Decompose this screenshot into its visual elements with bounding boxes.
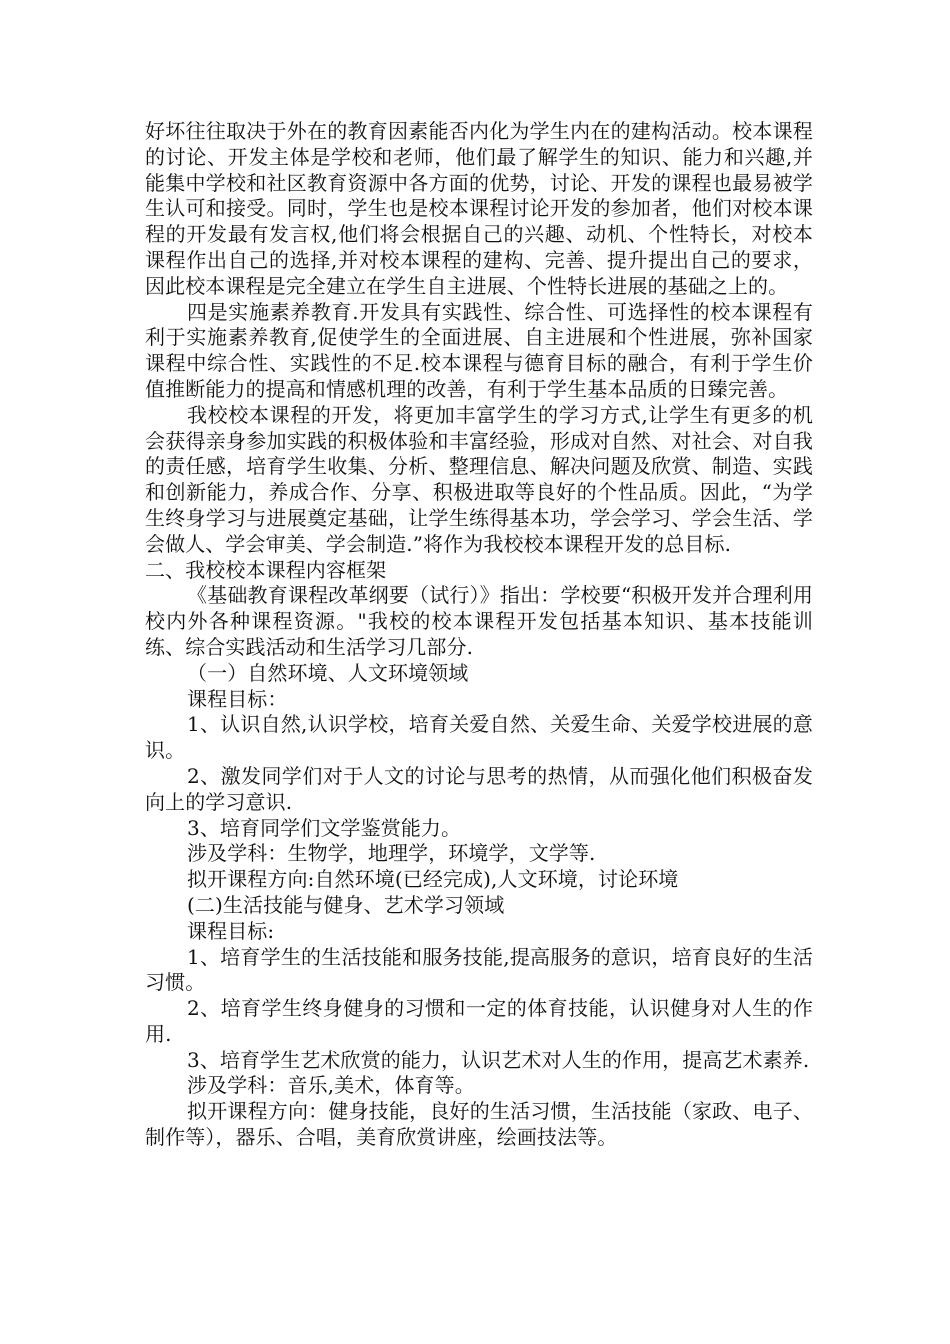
subsection-heading: （一）自然环境、人文环境领域 bbox=[187, 660, 469, 685]
paragraph: 拟开课程方向:自然环境(已经完成),人文环境，讨论环境 bbox=[187, 867, 679, 892]
paragraph: 涉及学科：生物学，地理学，环境学，文学等. bbox=[187, 841, 596, 866]
list-item: 2、培育学生终身健身的习惯和一定的体育技能，认识健身对人生的作用. bbox=[145, 996, 813, 1046]
paragraph: 课程目标： bbox=[187, 686, 288, 711]
list-item: 1、认识自然,认识学校，培育关爱自然、关爱生命、关爱学校进展的意识。 bbox=[145, 712, 813, 763]
paragraph: 《基础教育课程改革纲要（试行）》指出：学校要“积极开发并合理利用校内外各种课程资源。"我校的校本课程开发包括基本知识、基本技能训练、综合实践活动和生活学习几部分. bbox=[145, 583, 813, 659]
paragraph: 好坏往往取决于外在的教育因素能否内化为学生内在的建构活动。校本课程的讨论、开发主体是学校和老师，他们最了解学生的知识、能力和兴趣,并能集中学校和社区教育资源中各方面的优势，讨论、开发的课程也最易被学生认可和接受。同时，学生也是校本课程讨论开发的参加者，他们对校本课程的开发最有发言权,他们将会根据自己的兴趣、动机、个性特长，对校本课程作出自己的选择,并对校本课程的建构、完善、提升提出自己的要求，因此校本课程是完全建立在学生自主进展、个性特长进展的基础之上的。 bbox=[145, 119, 813, 298]
paragraph: 四是实施素养教育.开发具有实践性、综合性、可选择性的校本课程有利于实施素养教育,促使学生的全面进展、自主进展和个性进展，弥补国家课程中综合性、实践性的不足.校本课程与德育目标的融合，有利于学生价值推断能力的提高和情感机理的改善，有利于学生基本品质的日臻完善。 bbox=[145, 299, 813, 401]
list-item: 3、培育同学们文学鉴赏能力。 bbox=[187, 815, 462, 840]
paragraph: 涉及学科：音乐,美术，体育等。 bbox=[187, 1073, 475, 1098]
list-item: 1、培育学生的生活技能和服务技能,提高服务的意识，培育良好的生活习惯。 bbox=[145, 944, 813, 995]
paragraph: 我校校本课程的开发，将更加丰富学生的学习方式,让学生有更多的机会获得亲身参加实践的积极体验和丰富经验，形成对自然、对社会、对自我的责任感，培育学生收集、分析、整理信息、解决问题及欣赏、制造、实践和创新能力，养成合作、分享、积极进取等良好的个性品质。因此，“为学生终身学习与进展奠定基础，让学生练得基本功，学会学习、学会生活、学会做人、学会审美、学会制造.”将作为我校校本课程开发的总目标. bbox=[145, 402, 813, 556]
paragraph: 课程目标: bbox=[187, 918, 275, 943]
section-heading: 二、我校校本课程内容框架 bbox=[145, 557, 387, 582]
list-item: 2、激发同学们对于人文的讨论与思考的热情，从而强化他们积极奋发向上的学习意识. bbox=[145, 763, 813, 814]
paragraph: 拟开课程方向：健身技能，良好的生活习惯，生活技能（家政、电子、制作等），器乐、合唱，美育欣赏讲座，绘画技法等。 bbox=[145, 1099, 813, 1150]
document-body bbox=[145, 119, 813, 1151]
list-item: 3、培育学生艺术欣赏的能力，认识艺术对人生的作用，提高艺术素养. bbox=[187, 1047, 810, 1072]
subsection-heading: (二)生活技能与健身、艺术学习领域 bbox=[187, 892, 505, 917]
